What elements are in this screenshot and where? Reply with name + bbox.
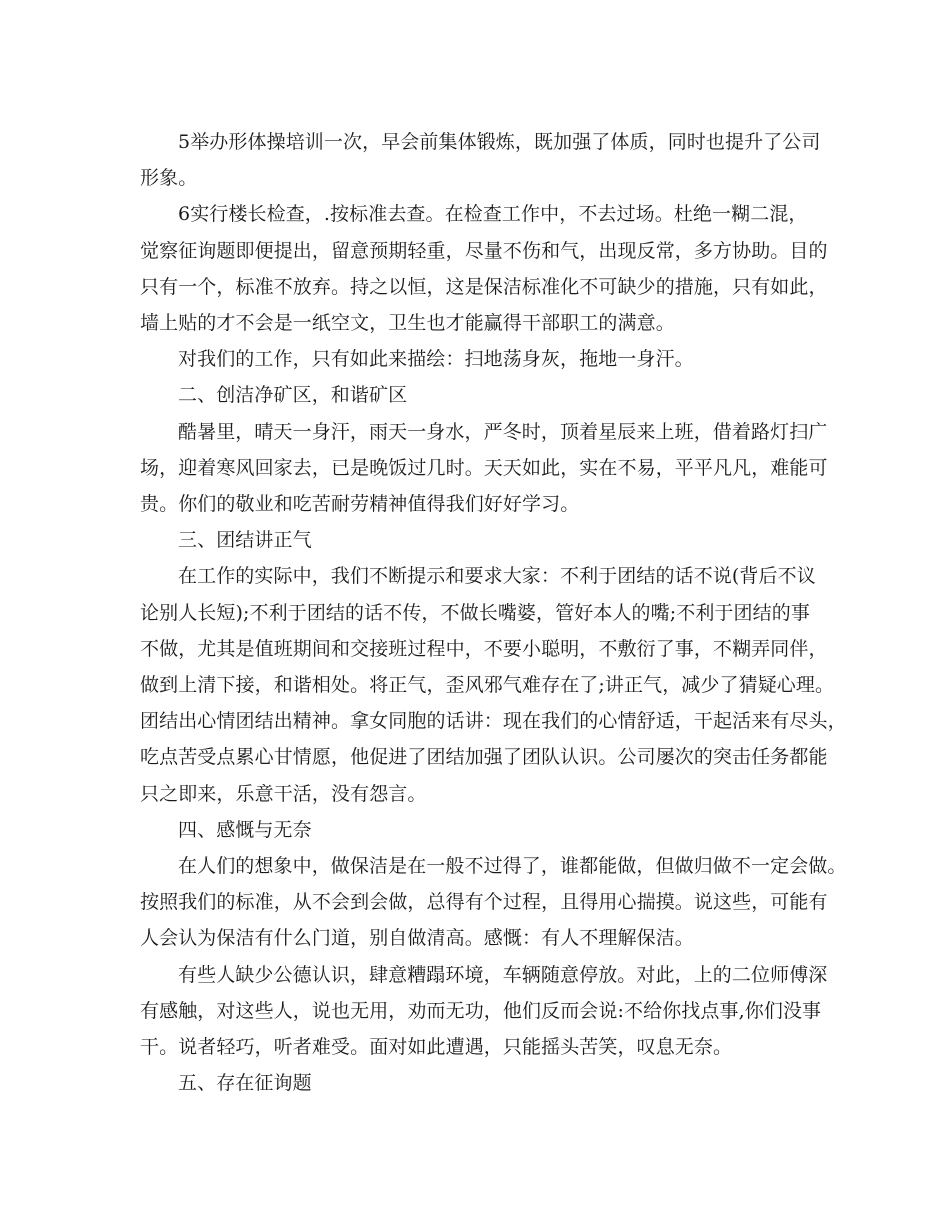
text-line: 场，迎着寒风回家去，已是晚饭过几时。天天如此，实在不易，平平凡凡，难能可	[140, 456, 828, 479]
text-line: 人会认为保洁有什么门道，别自做清高。感慨：有人不理解保洁。	[140, 927, 694, 950]
text-line: 干。说者轻巧，听者难受。面对如此遭遇，只能摇头苦笑，叹息无奈。	[140, 1036, 733, 1059]
section-heading: 四、感慨与无奈	[178, 818, 312, 841]
text-line: 在人们的想象中，做保洁是在一般不过得了，谁都能做，但做归做不一定会做。	[178, 855, 847, 878]
text-line: 团结出心情团结出精神。拿女同胞的话讲：现在我们的心情舒适，干起活来有尽头，	[140, 710, 847, 733]
text-line: 酷暑里，晴天一身汗，雨天一身水，严冬时，顶着星辰来上班，借着路灯扫广	[178, 420, 828, 443]
section-heading: 三、团结讲正气	[178, 529, 312, 552]
section-heading: 五、存在征询题	[178, 1072, 312, 1095]
text-line: 不做，尤其是值班期间和交接班过程中，不要小聪明，不敷衍了事，不糊弄同伴，	[140, 637, 828, 660]
text-line: 按照我们的标准，从不会到会做，总得有个过程，且得用心揣摸。说这些，可能有	[140, 891, 828, 914]
text-line: 5举办形体操培训一次，早会前集体锻炼，既加强了体质，同时也提升了公司	[178, 131, 821, 153]
text-line: 形象。	[140, 167, 198, 190]
text-line: 对我们的工作，只有如此来描绘：扫地荡身灰，拖地一身汗。	[178, 348, 694, 371]
text-line: 墙上贴的才不会是一纸空文，卫生也才能赢得干部职工的满意。	[140, 312, 675, 335]
text-line: 6实行楼长检查，.按标准去查。在检查工作中，不去过场。杜绝一糊二混，	[178, 203, 808, 226]
section-heading: 二、创洁净矿区，和谐矿区	[178, 384, 408, 407]
text-line: 贵。你们的敬业和吃苦耐劳精神值得我们好好学习。	[140, 493, 580, 516]
text-line: 论别人长短);不利于团结的话不传，不做长嘴婆，管好本人的嘴;不利于团结的事	[140, 601, 810, 624]
text-line: 有些人缺少公德认识，肆意糟蹋环境，车辆随意停放。对此，上的二位师傅深	[178, 963, 828, 986]
text-line: 在工作的实际中，我们不断提示和要求大家：不利于团结的话不说(背后不议	[178, 565, 816, 588]
text-line: 吃点苦受点累心甘情愿，他促进了团结加强了团队认识。公司屡次的突击任务都能	[140, 746, 828, 769]
document-body	[140, 124, 847, 1101]
text-line: 做到上清下接，和谐相处。将正气，歪风邪气难存在了;讲正气，减少了猜疑心理。	[140, 674, 835, 697]
text-line: 有感触，对这些人，说也无用，劝而无功，他们反而会说:不给你找点事,你们没事	[140, 999, 822, 1022]
text-line: 只之即来，乐意干活，没有怨言。	[140, 782, 427, 805]
text-line: 只有一个，标准不放弃。持之以恒，这是保洁标准化不可缺少的措施，只有如此，	[140, 275, 828, 298]
text-line: 觉察征询题即便提出，留意预期轻重，尽量不伤和气，出现反常，多方协助。目的	[140, 239, 828, 262]
